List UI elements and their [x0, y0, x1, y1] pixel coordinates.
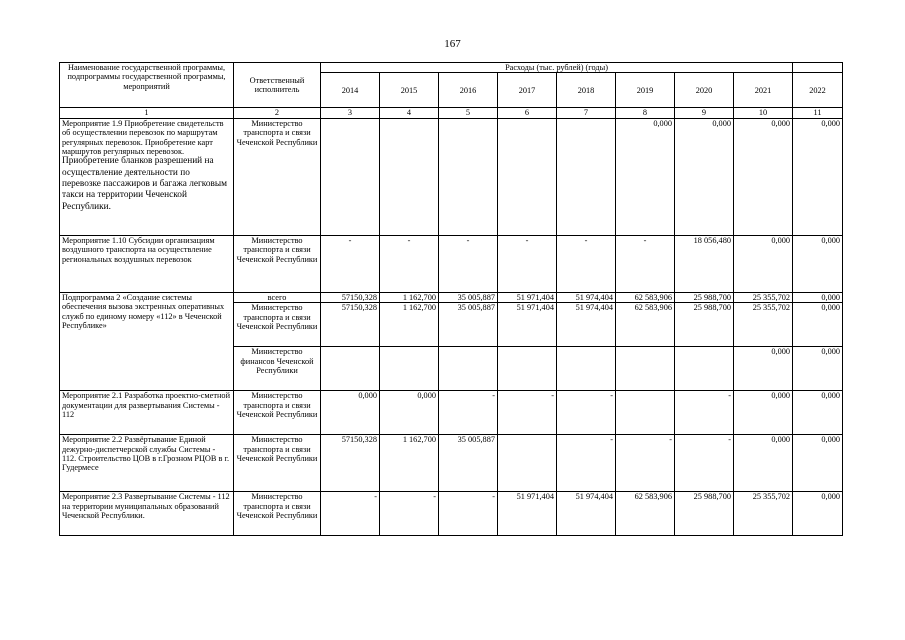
- value-cell: 0,000: [616, 118, 675, 235]
- value-cell: 1 162,700: [380, 292, 439, 302]
- value-cell: -: [380, 235, 439, 292]
- column-number: 1: [60, 108, 234, 118]
- page-number: 167: [444, 38, 461, 50]
- column-number: 2: [234, 108, 321, 118]
- column-number: 11: [793, 108, 843, 118]
- value-cell: [321, 347, 380, 391]
- expenses-header: Расходы (тыс. рублей) (годы): [321, 63, 793, 73]
- subprogram-total-row: [60, 292, 843, 302]
- value-cell: -: [675, 391, 734, 435]
- value-cell: 51 974,404: [557, 303, 616, 347]
- value-cell: 0,000: [380, 391, 439, 435]
- value-cell: 0,000: [734, 235, 793, 292]
- value-cell: 0,000: [321, 391, 380, 435]
- value-cell: 0,000: [793, 435, 843, 492]
- value-cell: 35 005,887: [439, 292, 498, 302]
- activity-name-continued: Приобретение бланков разрешений на осуществление деятельности по перевозке пассажиров и багажа легковым такси на территории Чеченской Республики.: [62, 156, 228, 212]
- column-number: 6: [498, 108, 557, 118]
- value-cell: 62 583,906: [616, 492, 675, 536]
- value-cell: [439, 118, 498, 235]
- executor-column-header: Ответственный исполнитель: [234, 63, 321, 108]
- value-cell: 0,000: [675, 118, 734, 235]
- value-cell: 35 005,887: [439, 435, 498, 492]
- table-row: [60, 118, 843, 235]
- value-cell: [557, 118, 616, 235]
- value-cell: [498, 347, 557, 391]
- value-cell: [557, 347, 616, 391]
- activity-name: Мероприятие 1.9 Приобретение свидетельств об осуществлении перевозок по маршрутам регулярных перевозок. Приобретение карт маршрутов регулярных перевозок.: [62, 118, 224, 156]
- empty-header-cell: [793, 63, 843, 73]
- subprogram-name: Подпрограмма 2 «Создание системы обеспечения вызова экстренных оперативных служб по единому номеру «112» в Чеченской Республике»: [60, 292, 234, 390]
- value-cell: 25 988,700: [675, 492, 734, 536]
- column-number: 3: [321, 108, 380, 118]
- total-label: всего: [234, 292, 321, 302]
- value-cell: 51 971,404: [498, 292, 557, 302]
- executor-cell: Министерство транспорта и связи Чеченской Республики: [234, 303, 321, 347]
- activity-name-cell: [60, 118, 234, 235]
- value-cell: -: [439, 492, 498, 536]
- table-row: [60, 391, 843, 435]
- executor-cell: Министерство финансов Чеченской Республики: [234, 347, 321, 391]
- value-cell: [439, 347, 498, 391]
- value-cell: 57150,328: [321, 303, 380, 347]
- value-cell: -: [321, 235, 380, 292]
- value-cell: -: [557, 435, 616, 492]
- value-cell: 0,000: [793, 303, 843, 347]
- column-number: 8: [616, 108, 675, 118]
- value-cell: 51 971,404: [498, 303, 557, 347]
- value-cell: [616, 391, 675, 435]
- value-cell: -: [557, 391, 616, 435]
- value-cell: 57150,328: [321, 292, 380, 302]
- value-cell: 62 583,906: [616, 303, 675, 347]
- column-number: 4: [380, 108, 439, 118]
- column-number: 10: [734, 108, 793, 118]
- value-cell: 25 988,700: [675, 292, 734, 302]
- value-cell: 25 355,702: [734, 492, 793, 536]
- year-header: 2020: [675, 73, 734, 108]
- value-cell: -: [321, 492, 380, 536]
- column-number-row: [60, 108, 843, 118]
- executor-cell: Министерство транспорта и связи Чеченской Республики: [234, 391, 321, 435]
- executor-cell: Министерство транспорта и связи Чеченской Республики: [234, 118, 321, 235]
- table-row: [60, 235, 843, 292]
- value-cell: -: [557, 235, 616, 292]
- value-cell: 0,000: [793, 118, 843, 235]
- name-column-header: Наименование государственной программы, подпрограммы государственной программы, мероприятий: [60, 63, 234, 108]
- value-cell: [498, 435, 557, 492]
- value-cell: 0,000: [793, 347, 843, 391]
- column-number: 5: [439, 108, 498, 118]
- value-cell: -: [616, 235, 675, 292]
- value-cell: 0,000: [734, 435, 793, 492]
- value-cell: 0,000: [793, 492, 843, 536]
- activity-name: Мероприятие 2.2 Развёртывание Единой дежурно-диспетчерской службы Системы - 112. Строительство ЦОВ в г.Грозном РЦОВ в г. Гудермесе: [60, 435, 234, 492]
- value-cell: [380, 347, 439, 391]
- value-cell: [498, 118, 557, 235]
- value-cell: 35 005,887: [439, 303, 498, 347]
- year-header: 2017: [498, 73, 557, 108]
- header-row: [60, 63, 843, 73]
- value-cell: -: [498, 391, 557, 435]
- year-header: 2019: [616, 73, 675, 108]
- value-cell: 0,000: [793, 292, 843, 302]
- value-cell: 0,000: [793, 391, 843, 435]
- budget-table: [59, 62, 843, 536]
- year-header: 2018: [557, 73, 616, 108]
- value-cell: -: [439, 391, 498, 435]
- table-row: [60, 435, 843, 492]
- value-cell: 0,000: [793, 235, 843, 292]
- value-cell: 51 974,404: [557, 492, 616, 536]
- executor-cell: Министерство транспорта и связи Чеченской Республики: [234, 235, 321, 292]
- activity-name: Мероприятие 1.10 Субсидии организациям воздушного транспорта на осуществление региональных воздушных перевозок: [60, 235, 234, 292]
- activity-name: Мероприятие 2.1 Разработка проектно-сметной документации для развертывания Системы - 112: [60, 391, 234, 435]
- value-cell: 62 583,906: [616, 292, 675, 302]
- value-cell: [321, 118, 380, 235]
- value-cell: -: [675, 435, 734, 492]
- activity-name: Мероприятие 2.3 Развертывание Системы - 112 на территории муниципальных образований Чеченской Республики.: [60, 492, 234, 536]
- value-cell: 0,000: [734, 347, 793, 391]
- value-cell: 25 355,702: [734, 303, 793, 347]
- executor-cell: Министерство транспорта и связи Чеченской Республики: [234, 435, 321, 492]
- value-cell: -: [616, 435, 675, 492]
- value-cell: [675, 347, 734, 391]
- year-header: 2015: [380, 73, 439, 108]
- value-cell: 18 056,480: [675, 235, 734, 292]
- value-cell: 51 974,404: [557, 292, 616, 302]
- value-cell: [616, 347, 675, 391]
- value-cell: 57150,328: [321, 435, 380, 492]
- value-cell: -: [498, 235, 557, 292]
- value-cell: -: [439, 235, 498, 292]
- value-cell: 51 971,404: [498, 492, 557, 536]
- year-header: 2014: [321, 73, 380, 108]
- value-cell: 25 355,702: [734, 292, 793, 302]
- value-cell: 1 162,700: [380, 303, 439, 347]
- value-cell: 1 162,700: [380, 435, 439, 492]
- year-header: 2021: [734, 73, 793, 108]
- value-cell: 25 988,700: [675, 303, 734, 347]
- executor-cell: Министерство транспорта и связи Чеченской Республики: [234, 492, 321, 536]
- year-header: 2016: [439, 73, 498, 108]
- table-row: [60, 492, 843, 536]
- column-number: 9: [675, 108, 734, 118]
- column-number: 7: [557, 108, 616, 118]
- year-header: 2022: [793, 73, 843, 108]
- value-cell: -: [380, 492, 439, 536]
- value-cell: [380, 118, 439, 235]
- value-cell: 0,000: [734, 118, 793, 235]
- value-cell: 0,000: [734, 391, 793, 435]
